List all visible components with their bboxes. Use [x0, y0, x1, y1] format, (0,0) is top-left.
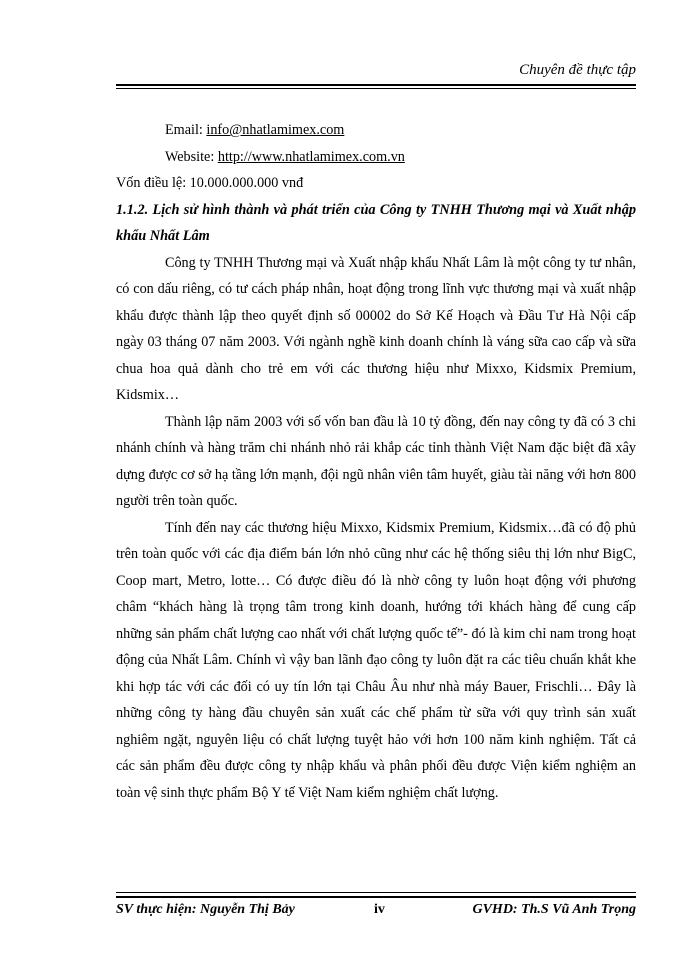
page-header	[116, 62, 636, 84]
page-footer	[116, 902, 636, 922]
website-link[interactable]: http://www.nhatlamimex.com.vn	[217, 148, 405, 165]
footer-rule-thin	[116, 892, 636, 893]
email-label: Email:	[165, 122, 207, 138]
footer-student: SV thực hiện: Nguyễn Thị Bảy	[116, 902, 295, 917]
section-heading: 1.1.2. Lịch sử hình thành và phát triển của Công ty TNHH Thương mại và Xuất nhập khẩu Nhất Lâm	[116, 201, 636, 244]
page-body	[116, 117, 636, 806]
capital-line: Vốn điều lệ: 10.000.000.000 vnđ	[116, 175, 304, 191]
email-link[interactable]: info@nhatlamimex.com	[206, 122, 345, 138]
header-title: Chuyên đề thực tập	[519, 62, 636, 78]
footer-page-number: iv	[374, 902, 385, 917]
paragraph-1: Công ty TNHH Thương mại và Xuất nhập khẩu Nhất Lâm là một công ty tư nhân, có con dấu riêng, có tư cách pháp nhân, hoạt động trong lĩnh vực thương mại và xuất nhập khẩu được thành lập theo quyết định số 00002 do Sở Kế Hoạch và Đầu Tư Hà Nội cấp ngày 03 tháng 07 năm 2003. Với ngành nghề kinh doanh chính là váng sữa cao cấp và sữa chua hoa quả dành cho trẻ em với các thương hiệu như Mixxo, Kidsmix Premium, Kidsmix…	[116, 254, 636, 403]
paragraph-2: Thành lập năm 2003 với số vốn ban đầu là 10 tỷ đồng, đến nay công ty đã có 3 chi nhánh chính và hàng trăm chi nhánh nhỏ rải khắp các tỉnh thành Việt Nam đặc biệt đã xây dựng được cơ sở hạ tầng lớn mạnh, đội ngũ nhân viên tâm huyết, giàu tài năng với hơn 800 người trên toàn quốc.	[116, 413, 636, 509]
paragraph-3: Tính đến nay các thương hiệu Mixxo, Kidsmix Premium, Kidsmix…đã có độ phủ trên toàn quốc với các địa điểm bán lớn nhỏ cũng như các hệ thống siêu thị lớn như BigC, Coop mart, Metro, lotte… Có được điều đó là nhờ công ty luôn hoạt động với phương châm “khách hàng là trọng tâm trong kinh doanh, hướng tới khách hàng để cung cấp những sản phẩm chất lượng cao nhất với chất lượng quốc tế”- đó là kim chỉ nam trong hoạt động của Nhất Lâm. Chính vì vậy ban lãnh đạo công ty luôn đặt ra các tiêu chuẩn khắt khe khi hợp tác với các đối có uy tín lớn tại Châu Âu như nhà máy Bauer, Frischli… Đây là những công ty hàng đầu chuyên sản xuất các chế phẩm từ sữa với quy trình sản xuất nghiêm ngặt, nguyên liệu có chất lượng tuyệt hảo với hơn 100 năm kinh nghiệm. Tất cả các sản phẩm đều được công ty nhập khẩu và phân phối đều được Viện kiểm nghiệm an toàn vệ sinh thực phẩm Bộ Y tế Việt Nam kiểm nghiệm chất lượng.	[116, 519, 636, 801]
website-label: Website:	[165, 148, 218, 165]
footer-advisor: GVHD: Th.S Vũ Anh Trọng	[472, 902, 636, 917]
email-line	[116, 117, 636, 144]
website-line	[116, 144, 636, 171]
header-rule-thick	[116, 84, 636, 86]
footer-rule-thick	[116, 896, 636, 898]
header-rule-thin	[116, 88, 636, 89]
